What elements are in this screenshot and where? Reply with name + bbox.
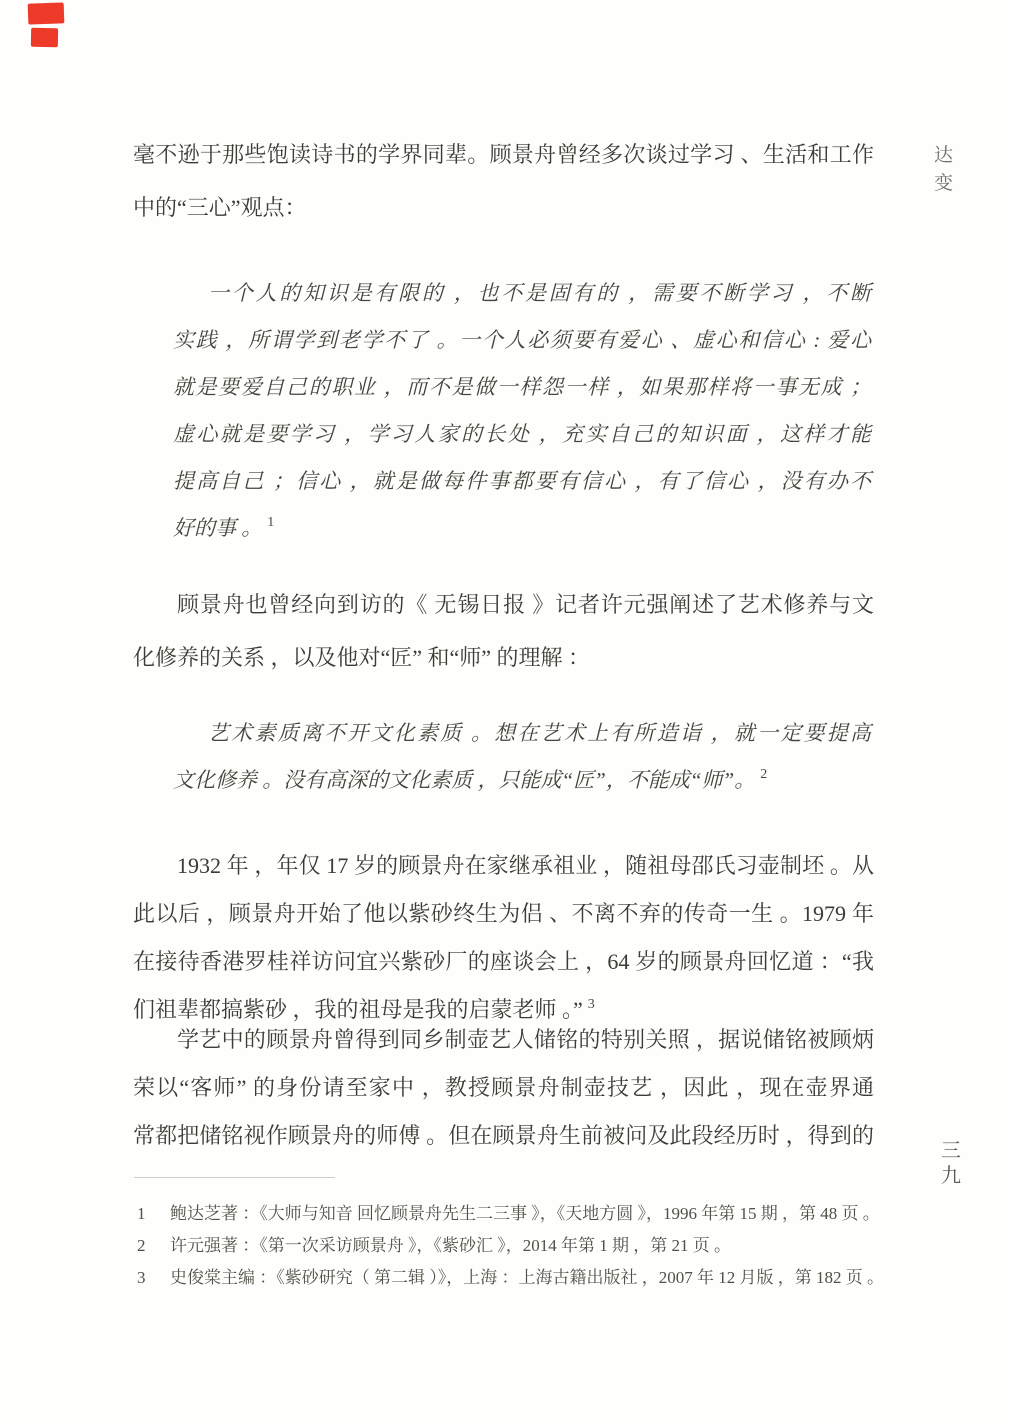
body-paragraph-1 [133, 128, 874, 234]
text-line: 学艺中的顾景舟曾得到同乡制壶艺人储铭的特别关照 ，据说储铭被顾炳 [177, 1027, 874, 1052]
margin-char: 达 [934, 145, 954, 166]
footnote-2 [137, 1230, 882, 1262]
quote-line: 实践 ，所谓学到老学不了 。一个人必须要有爱心 、虚心和信心 : 爱心 [173, 328, 871, 352]
margin-chapter-label [934, 142, 953, 198]
footnote-ref-1: 1 [267, 515, 275, 530]
footnote-number: 2 [137, 1236, 146, 1255]
text-line: 中的“三心”观点： [133, 195, 307, 220]
red-ink-mark [28, 2, 65, 24]
quote-line: 虚心就是要学习 ，学习人家的长处 ，充实自己的知识面 ，这样才能 [173, 422, 871, 446]
footnote-text: 史俊棠主编 ：《紫砂研究（ 第二辑 ）》，上海 ：上海古籍出版社 ，2007 年 12 月版 ，第 182 页 。 [170, 1268, 884, 1287]
footnote-number: 3 [137, 1268, 146, 1287]
body-paragraph-3 [133, 842, 874, 1034]
quote-line: 提高自己 ；信心 ，就是做每件事都要有信心 ，有了信心 ，没有办不 [173, 469, 871, 493]
text-line: 顾景舟也曾经向到访的《 无锡日报 》记者许元强阐述了艺术修养与文 [177, 592, 874, 617]
footnote-3 [137, 1262, 882, 1294]
quote-line: 文化修养 。没有高深的文化素质 ，只能成“匠”，不能成“师”。 $^2$ [173, 767, 768, 792]
block-quote-2 [173, 710, 871, 804]
quote-line: 就是要爱自己的职业 ，而不是做一样怨一样 ，如果那样将一事无成 ； [173, 375, 871, 399]
footnotes-section [137, 1198, 882, 1294]
text-line: 在接待香港罗桂祥访问宜兴紫砂厂的座谈会上 ，64 岁的顾景舟回忆道 ：“我 [133, 949, 874, 974]
block-quote-1 [173, 270, 871, 552]
footnote-text: 许元强著 ：《第一次采访顾景舟 》，《紫砂汇 》，2014 年第 1 期 ，第 21 页 。 [170, 1236, 731, 1255]
footnote-ref-2: 2 [760, 767, 768, 782]
text-line: 荣以“客师” 的身份请至家中 ，教授顾景舟制壶技艺 ，因此 ，现在壶界通 [133, 1075, 874, 1100]
text-line: 们祖辈都搞紫砂 ，我的祖母是我的启蒙老师 。” $^3$ [133, 997, 595, 1022]
quote-line: 好的事 。 $^1$ [173, 515, 275, 540]
text-line: 毫不逊于那些饱读诗书的学界同辈。顾景舟曾经多次谈过学习 、生活和工作 [133, 142, 874, 167]
footnote-ref-3: 3 [587, 997, 595, 1012]
red-ink-mark [31, 28, 58, 47]
body-paragraph-2 [133, 578, 874, 684]
footnote-separator-rule [134, 1177, 335, 1178]
footnote-number: 1 [137, 1204, 146, 1223]
footnote-text: 鲍达芝著 ：《大师与知音 回忆顾景舟先生二三事 》，《天地方圆 》，1996 年第 15 期 ，第 48 页 。 [170, 1204, 880, 1223]
quote-line: 艺术素质离不开文化素质 。想在艺术上有所造诣 ，就一定要提高 [208, 721, 871, 745]
quote-line: 一个人的知识是有限的 ，也不是固有的 ，需要不断学习 ，不断 [208, 281, 871, 305]
page-number [941, 1139, 961, 1189]
page-number-char: 三 [941, 1140, 961, 1162]
footnote-1 [137, 1198, 882, 1230]
text-line: 1932 年 ，年仅 17 岁的顾景舟在家继承祖业 ，随祖母邵氏习壶制坯 。从 [177, 853, 874, 878]
text-line: 化修养的关系 ，以及他对“匠” 和“师” 的理解 ： [133, 645, 591, 670]
text-line: 常都把储铭视作顾景舟的师傅 。但在顾景舟生前被问及此段经历时 ，得到的 [133, 1123, 874, 1148]
text-line: 此以后 ，顾景舟开始了他以紫砂终生为侣 、不离不弃的传奇一生 。1979 年 [133, 901, 874, 926]
body-paragraph-4 [133, 1016, 874, 1160]
margin-char: 变 [934, 173, 954, 194]
page-number-char: 九 [941, 1165, 961, 1187]
